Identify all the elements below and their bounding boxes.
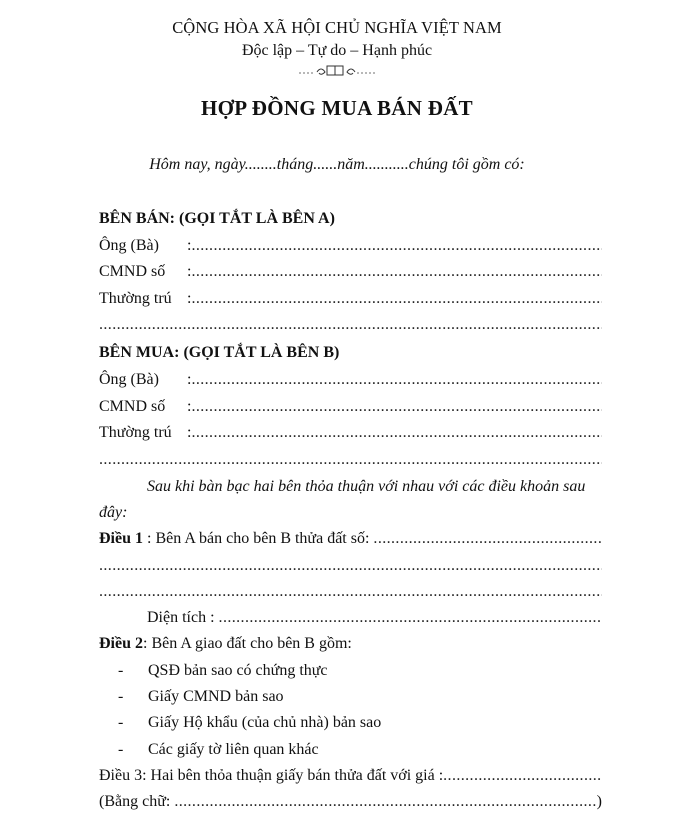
buyer-heading-row [99, 342, 602, 364]
area-label: Diện tích : [147, 609, 219, 626]
ornament-divider [0, 64, 674, 82]
national-title: CỘNG HÒA XÃ HỘI CHỦ NGHĨA VIỆT NAM [172, 18, 502, 37]
buyer-address-continuation[interactable] [99, 449, 602, 471]
document-title: HỢP ĐỒNG MUA BÁN ĐẤT [200, 96, 473, 120]
fill-in-blank[interactable] [219, 607, 602, 629]
area-field[interactable] [99, 607, 602, 629]
fill-in-blank[interactable] [373, 528, 602, 550]
field-label: Ông (Bà) [99, 371, 159, 388]
list-item-text: QSĐ bản sao có chứng thực [148, 662, 328, 679]
article-2-label: Điều 2 [99, 635, 143, 652]
article-1-text: : Bên A bán cho bên B thửa đất số: [143, 530, 374, 547]
list-item [118, 686, 598, 708]
list-item-text: Giấy Hộ khẩu (của chủ nhà) bản sao [148, 714, 382, 731]
article-3-text: Điều 3: Hai bên thỏa thuận giấy bán thửa đất với giá : [99, 767, 444, 784]
field-separator: : [187, 263, 192, 280]
buyer-heading: BÊN MUA: (GỌI TẮT LÀ BÊN B) [99, 344, 340, 361]
buyer-id-field[interactable] [99, 396, 602, 418]
article-3-row[interactable] [99, 765, 602, 787]
field-label: CMND số [99, 398, 166, 415]
field-label: Thường trú [99, 424, 172, 441]
field-label: Ông (Bà) [99, 237, 159, 254]
agreement-intro-text: Sau khi bàn bạc hai bên thỏa thuận với nhau với các điều khoản sau [147, 478, 586, 495]
fill-in-blank[interactable] [99, 555, 602, 577]
agreement-intro-text: đây: [99, 504, 128, 521]
field-separator: : [187, 424, 192, 441]
list-item [118, 712, 598, 734]
fill-in-blank[interactable] [191, 261, 602, 283]
field-separator: : [187, 398, 192, 415]
fill-in-blank[interactable] [99, 581, 602, 603]
book-ornament-icon [297, 64, 377, 78]
fill-in-blank[interactable] [99, 449, 602, 471]
article-1-row[interactable] [99, 528, 602, 550]
bullet-dash: - [118, 714, 124, 731]
price-in-words-row[interactable] [99, 791, 602, 813]
seller-heading: BÊN BÁN: (GỌI TẮT LÀ BÊN A) [99, 210, 335, 227]
article-1-label: Điều 1 [99, 530, 143, 547]
national-motto: Độc lập – Tự do – Hạnh phúc [241, 42, 433, 59]
fill-in-blank[interactable] [174, 791, 596, 813]
seller-heading-row [99, 208, 602, 230]
list-item-text: Các giấy tờ liên quan khác [148, 741, 319, 758]
bullet-dash: - [118, 688, 124, 705]
list-item [118, 660, 598, 682]
fill-in-blank[interactable] [191, 288, 602, 310]
fill-in-blank[interactable] [443, 765, 602, 787]
intro-line[interactable]: Hôm nay, ngày........tháng......năm...........chúng tôi gồm có: [149, 156, 525, 173]
fill-in-blank[interactable] [99, 314, 602, 336]
price-in-words-label: (Bằng chữ: [99, 793, 175, 810]
agreement-intro-line2 [99, 502, 602, 524]
article-2-row [99, 633, 602, 655]
field-separator: : [187, 290, 192, 307]
seller-id-field[interactable] [99, 261, 602, 283]
fill-in-blank[interactable] [191, 422, 602, 444]
fill-in-blank[interactable] [191, 235, 602, 257]
buyer-name-field[interactable] [99, 369, 602, 391]
seller-address-continuation[interactable] [99, 314, 602, 336]
bullet-dash: - [118, 662, 124, 679]
buyer-address-field[interactable] [99, 422, 602, 444]
bullet-dash: - [118, 741, 124, 758]
closing-paren: ) [596, 793, 602, 810]
list-item-text: Giấy CMND bản sao [148, 688, 284, 705]
seller-address-field[interactable] [99, 288, 602, 310]
article-1-continuation-2[interactable] [99, 581, 602, 603]
list-item [118, 739, 598, 761]
seller-name-field[interactable] [99, 235, 602, 257]
field-label: Thường trú [99, 290, 172, 307]
fill-in-blank[interactable] [191, 396, 602, 418]
article-1-continuation-1[interactable] [99, 555, 602, 577]
field-separator: : [187, 237, 192, 254]
field-separator: : [187, 371, 192, 388]
fill-in-blank[interactable] [191, 369, 602, 391]
agreement-intro-line1 [99, 476, 602, 498]
article-2-text: : Bên A giao đất cho bên B gồm: [143, 635, 352, 652]
field-label: CMND số [99, 263, 166, 280]
